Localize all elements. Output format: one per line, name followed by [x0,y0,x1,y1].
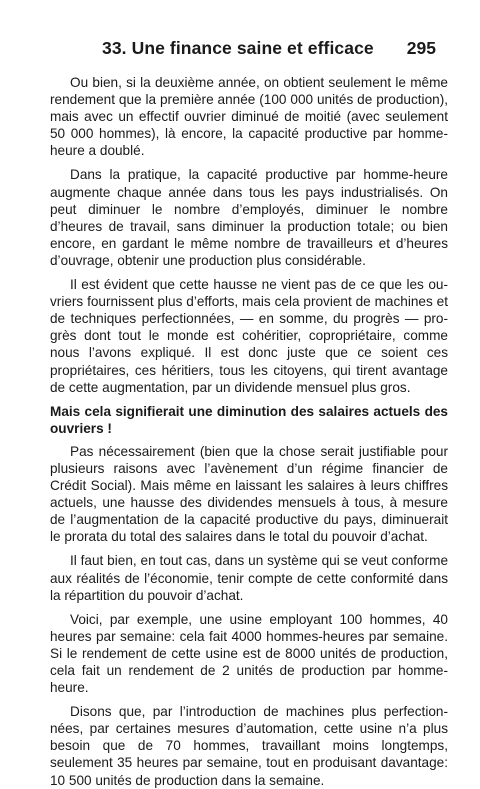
page-number: 295 [406,38,436,58]
body-text [50,74,448,789]
paragraph: Ou bien, si la deuxième année, on obtient seulement le même rendement que la première année (100 000 unités de production), mais avec un effectif ouvrier diminué de moitié (avec seulement 50 000 hommes), là encore, la capacité productive par homme-heure a doublé. [50,75,448,159]
paragraph: Dans la pratique, la capacité productive par homme-heure augmente chaque année dans tous les pays industrialisés. On peut diminuer le nombre d’employés, diminuer le nombre d’heures de travail, sans diminuer la production totale; ou bien encore, en gardant le même nombre de travailleurs et d’heures d’ouvrage, obtenir une production plus considérable. [50,167,448,268]
paragraph: Pas nécessairement (bien que la chose serait justifiable pour plusieurs raisons avec l’avènement d’un régime financier de Crédit Social). Mais même en laissant les salaires à leurs chiffres actuels, une hausse des dividendes mensuels à tous, à mesure de l’augmentation de la capacité productive du pays, diminuerait le prorata du total des salaires dans le total du pouvoir d’achat. [50,443,448,545]
paragraph: Disons que, par l’introduction de machines plus perfectionnées, par certaines mesures d’automation, cette usine n’a plus besoin que de 70 hommes, travaillant moins longtemps, seulement 35 heures par semaine, tout en produisant davantage: 10 500 unités de production dans la semaine. [50,704,448,788]
paragraph: Voici, par exemple, une usine employant 100 hommes, 40 heures par semaine: cela fait 4000 hommes-heures par semaine. Si le rendement de cette usine est de 8000 unités de production, cela fait un rendement de 2 unités de production par homme-heure. [50,611,448,696]
running-header [50,38,448,66]
question-heading: Mais cela signifierait une diminution des salaires actuels des ouvriers ! [50,403,448,436]
paragraph: Il est évident que cette hausse ne vient pas de ce que les ouvriers fournissent plus d’efforts, mais cela provient de machines et de techniques perfectionnées, — en somme, du progrès — progrès dont tout le monde est cohéritier, copropriétaire, comme nous l’avons expliqué. Il est donc juste que ce soient ces propriétaires, ces héritiers, tous les citoyens, qui tirent avantage de cette augmentation, par un dividende mensuel plus gros. [50,277,448,395]
paragraph: Il faut bien, en tout cas, dans un système qui se veut conforme aux réalités de l’économie, tenir compte de cette conformité dans la répartition du pouvoir d’achat. [50,553,448,603]
chapter-title: 33. Une finance saine et efficace [102,38,374,58]
